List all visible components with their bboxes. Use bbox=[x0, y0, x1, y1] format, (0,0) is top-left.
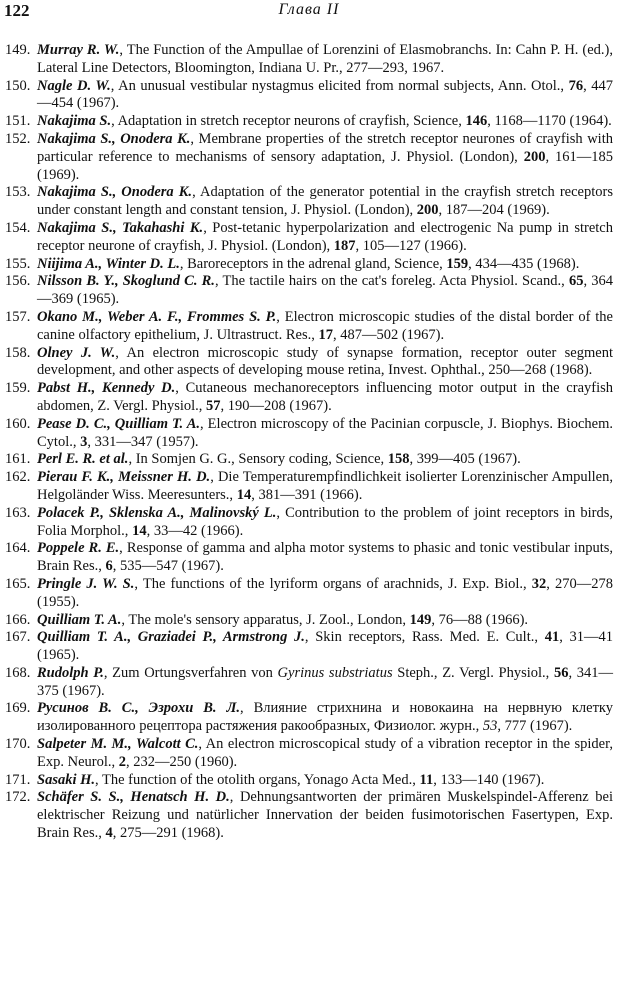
reference-volume: 41 bbox=[544, 629, 560, 646]
chapter-title: Глава II bbox=[278, 1, 340, 18]
reference-authors: Sasaki H. bbox=[37, 771, 96, 788]
reference-pages-year: , 535—547 (1967). bbox=[112, 558, 224, 575]
reference-number: 153. bbox=[5, 184, 31, 201]
reference-entry bbox=[5, 113, 613, 131]
reference-text: , An unusual vestibular nystagmus elicited from normal subjects, Ann. Otol., bbox=[110, 77, 569, 94]
reference-authors: Pringle J. W. S. bbox=[37, 575, 135, 592]
reference-pages-year: , 76—88 (1966). bbox=[431, 611, 529, 628]
reference-number: 165. bbox=[5, 575, 31, 592]
reference-text: , The mole's sensory apparatus, J. Zool., London, bbox=[121, 611, 410, 628]
reference-volume: 159 bbox=[446, 255, 469, 272]
reference-pages-year: , 275—291 (1968). bbox=[112, 825, 224, 842]
reference-number: 167. bbox=[5, 629, 31, 646]
reference-entry bbox=[5, 540, 613, 576]
reference-text: , Dehnungsantworten der primären Muskelspindel-Afferenz bei elektrischer Reizung und natürlicher Innervation der beiden fusimotorischen Fasertypen, Exp. Brain Res., bbox=[37, 789, 613, 842]
reference-text: , Влияние стрихнина и новокаина на нервную клетку изолированного рецептора растяжения ракообразных, Физиолог. журн., bbox=[37, 700, 614, 735]
reference-entry bbox=[5, 665, 613, 701]
reference-text: , Response of gamma and alpha motor systems to phasic and tonic vestibular inputs, Brain Res., bbox=[37, 540, 613, 575]
reference-authors: Pabst H., Kennedy D. bbox=[37, 380, 176, 397]
reference-volume: 158 bbox=[387, 451, 410, 468]
reference-number: 161. bbox=[5, 451, 31, 468]
reference-authors: Nagle D. W. bbox=[37, 77, 111, 94]
reference-pages-year: , 133—140 (1967). bbox=[433, 771, 545, 788]
reference-number: 150. bbox=[5, 77, 31, 94]
reference-authors: Русинов В. С., Эзрохи В. Л. bbox=[37, 700, 241, 717]
reference-authors: Quilliam T. A., Graziadei P., Armstrong J. bbox=[37, 629, 305, 646]
reference-number: 171. bbox=[5, 771, 31, 788]
reference-number: 159. bbox=[5, 380, 31, 397]
reference-volume: 65 bbox=[568, 273, 584, 290]
reference-text: , Die Temperaturempfindlichkeit isolierter Lorenzinischer Ampullen, Helgoländer Wiss. Meeresunters., bbox=[37, 469, 613, 503]
reference-volume: 14 bbox=[236, 486, 252, 503]
reference-authors: Nakajima S., Onodera K. bbox=[37, 184, 193, 201]
reference-entry bbox=[5, 42, 613, 78]
reference-text: , Post-tetanic hyperpolarization and electrogenic Na pump in stretch receptor neurone of crayfish, J. Physiol. (London), bbox=[37, 219, 613, 254]
reference-number: 163. bbox=[5, 504, 31, 521]
reference-pages-year: , 190—208 (1967). bbox=[220, 397, 332, 414]
reference-number: 158. bbox=[5, 344, 31, 361]
reference-number: 160. bbox=[5, 415, 31, 432]
reference-pages-year: , 161—185 (1969). bbox=[37, 148, 614, 183]
reference-number: 156. bbox=[5, 273, 31, 290]
reference-entry bbox=[5, 416, 613, 452]
reference-number: 170. bbox=[5, 736, 31, 753]
reference-entry bbox=[5, 469, 613, 505]
reference-text: , Electron microscopy of the Pacinian corpuscle, J. Biophys. Biochem. Cytol., bbox=[37, 415, 613, 450]
reference-volume: 4 bbox=[105, 825, 113, 842]
reference-text: , An electron microscopic study of synapse formation, receptor outer segment development, and other aspects of developing mouse retina, Invest. Ophthal., 250—268 (1968). bbox=[37, 344, 613, 379]
reference-authors: Olney J. W. bbox=[37, 344, 116, 361]
reference-number: 149. bbox=[5, 42, 31, 58]
reference-volume: 146 bbox=[465, 113, 488, 130]
reference-authors: Niijima A., Winter D. L. bbox=[37, 255, 180, 272]
reference-pages-year: , 487—502 (1967). bbox=[332, 326, 445, 343]
reference-entry bbox=[5, 629, 613, 665]
reference-number: 155. bbox=[5, 255, 31, 272]
reference-volume: 200 bbox=[416, 202, 439, 219]
reference-entry bbox=[5, 736, 613, 772]
reference-text: , The Function of the Ampullae of Lorenzini of Elasmobranchs. In: Cahn P. H. (ed.), Lateral Line Detectors, Bloomington, Indiana U. Pr., 277—293, 1967. bbox=[37, 42, 613, 76]
reference-pages-year: , 187—204 (1969). bbox=[438, 202, 550, 219]
reference-entry bbox=[5, 256, 613, 274]
reference-volume: 187 bbox=[333, 237, 356, 254]
reference-entry bbox=[5, 309, 613, 345]
reference-authors: Pierau F. K., Meissner H. D. bbox=[37, 469, 211, 486]
reference-text: , Cutaneous mechanoreceptors influencing motor output in the crayfish abdomen, Z. Vergl. Physiol., bbox=[37, 380, 613, 414]
reference-number: 151. bbox=[5, 113, 31, 130]
reference-pages-year: , 447—454 (1967). bbox=[37, 77, 613, 112]
reference-number: 166. bbox=[5, 611, 31, 628]
reference-number: 168. bbox=[5, 664, 31, 681]
reference-text: , Zum Ortungsverfahren von bbox=[103, 664, 278, 681]
reference-entry bbox=[5, 772, 613, 790]
reference-number: 172. bbox=[5, 789, 31, 806]
reference-text: , Electron microscopic studies of the distal border of the canine olfactory epithelium, J. Ultrastruct. Res., bbox=[37, 308, 613, 343]
page-number: 122 bbox=[4, 1, 30, 20]
reference-authors: Okano M., Weber A. F., Frommes S. P. bbox=[37, 308, 277, 325]
reference-number: 152. bbox=[5, 130, 31, 147]
reference-entry bbox=[5, 184, 613, 220]
reference-entry bbox=[5, 78, 613, 114]
reference-text: , In Somjen G. G., Sensory coding, Science, bbox=[128, 451, 388, 468]
reference-number: 154. bbox=[5, 219, 31, 236]
reference-authors: Murray R. W. bbox=[37, 42, 120, 58]
reference-volume: 76 bbox=[568, 77, 584, 94]
reference-authors: Poppele R. E. bbox=[37, 540, 120, 557]
reference-authors: Schäfer S. S., Henatsch H. D. bbox=[37, 789, 230, 806]
reference-text: , The function of the otolith organs, Yonago Acta Med., bbox=[95, 771, 420, 788]
reference-entry bbox=[5, 576, 613, 612]
reference-authors: Perl E. R. et al. bbox=[37, 451, 129, 468]
reference-volume: 14 bbox=[132, 522, 147, 539]
reference-entry bbox=[5, 451, 613, 469]
reference-italic-title: 53 bbox=[482, 718, 498, 735]
reference-volume: 57 bbox=[206, 397, 221, 414]
reference-volume: 200 bbox=[523, 148, 546, 165]
reference-volume: 149 bbox=[409, 611, 432, 628]
reference-pages-year: , 341—375 (1967). bbox=[37, 664, 613, 699]
reference-authors: Pease D. C., Quilliam T. A. bbox=[37, 415, 200, 432]
reference-volume: 17 bbox=[318, 326, 333, 343]
reference-authors: Salpeter M. M., Walcott C. bbox=[37, 736, 199, 753]
reference-text: , Contribution to the problem of joint receptors in birds, Folia Morphol., bbox=[37, 504, 614, 539]
reference-pages-year: , 434—435 (1968). bbox=[468, 255, 580, 272]
reference-authors: Nilsson B. Y., Skoglund C. R. bbox=[37, 273, 215, 290]
reference-pages-year: , 105—127 (1966). bbox=[355, 237, 467, 254]
reference-volume: 3 bbox=[80, 433, 88, 450]
reference-text: , Skin receptors, Rass. Med. E. Cult., bbox=[304, 629, 545, 646]
reference-authors: Quilliam T. A. bbox=[37, 611, 122, 628]
reference-pages-year: , 381—391 (1966). bbox=[251, 486, 363, 503]
reference-entry bbox=[5, 700, 613, 736]
reference-list bbox=[5, 42, 613, 843]
reference-pages-year: , 31—41 (1965). bbox=[37, 629, 614, 664]
reference-authors: Polacek P., Sklenska A., Malinovský L. bbox=[37, 504, 277, 521]
reference-pages-year: , 33—42 (1966). bbox=[146, 522, 244, 539]
reference-authors: Nakajima S., Onodera K. bbox=[37, 130, 191, 147]
reference-number: 169. bbox=[5, 700, 31, 717]
reference-text: , An electron microscopical study of a vibration receptor in the spider, Exp. Neurol., bbox=[37, 736, 613, 770]
reference-pages-year: , 364—369 (1965). bbox=[37, 273, 613, 308]
reference-number: 162. bbox=[5, 469, 31, 486]
reference-entry bbox=[5, 789, 613, 842]
reference-number: 157. bbox=[5, 308, 31, 325]
reference-pages-year: , 399—405 (1967). bbox=[409, 451, 521, 468]
reference-entry bbox=[5, 220, 613, 256]
reference-volume: 2 bbox=[118, 753, 126, 770]
reference-entry bbox=[5, 345, 613, 381]
reference-italic-title: Gyrinus substriatus bbox=[277, 664, 393, 681]
reference-text: , Baroreceptors in the adrenal gland, Science, bbox=[179, 255, 447, 272]
reference-pages-year: , 331—347 (1957). bbox=[87, 433, 199, 450]
reference-volume: 32 bbox=[531, 575, 547, 592]
reference-text-continued: Steph., Z. Vergl. Physiol., bbox=[392, 664, 554, 681]
reference-text: , The functions of the lyriform organs of arachnids, J. Exp. Biol., bbox=[134, 575, 532, 592]
reference-number: 164. bbox=[5, 540, 31, 557]
reference-text: , Membrane properties of the stretch receptor neurones of crayfish with particular reference to mechanisms of sensory adaptation, J. Physiol. (London), bbox=[37, 130, 613, 165]
reference-volume: 56 bbox=[553, 664, 569, 681]
reference-text: , Adaptation of the generator potential in the crayfish stretch receptors under constant length and constant tension, J. Physiol. (London), bbox=[37, 184, 613, 219]
reference-text: , Adaptation in stretch receptor neurons of crayfish, Science, bbox=[111, 113, 466, 130]
reference-pages-year: , 270—278 (1955). bbox=[37, 575, 613, 610]
reference-volume: 11 bbox=[419, 771, 434, 788]
reference-authors: Nakajima S. bbox=[37, 113, 112, 130]
reference-entry bbox=[5, 131, 613, 184]
reference-entry bbox=[5, 505, 613, 541]
reference-authors: Rudolph P. bbox=[37, 664, 104, 681]
reference-entry bbox=[5, 273, 613, 309]
reference-pages-year: , 232—250 (1960). bbox=[126, 753, 238, 770]
reference-text-continued: , 777 (1967). bbox=[497, 718, 573, 735]
page-header bbox=[4, 1, 614, 23]
reference-entry bbox=[5, 612, 613, 630]
reference-text: , The tactile hairs on the cat's foreleg. Acta Physiol. Scand., bbox=[214, 273, 569, 290]
reference-pages-year: , 1168—1170 (1964). bbox=[487, 113, 612, 130]
reference-volume: 6 bbox=[105, 558, 113, 575]
reference-entry bbox=[5, 380, 613, 416]
reference-authors: Nakajima S., Takahashi K. bbox=[37, 219, 204, 236]
